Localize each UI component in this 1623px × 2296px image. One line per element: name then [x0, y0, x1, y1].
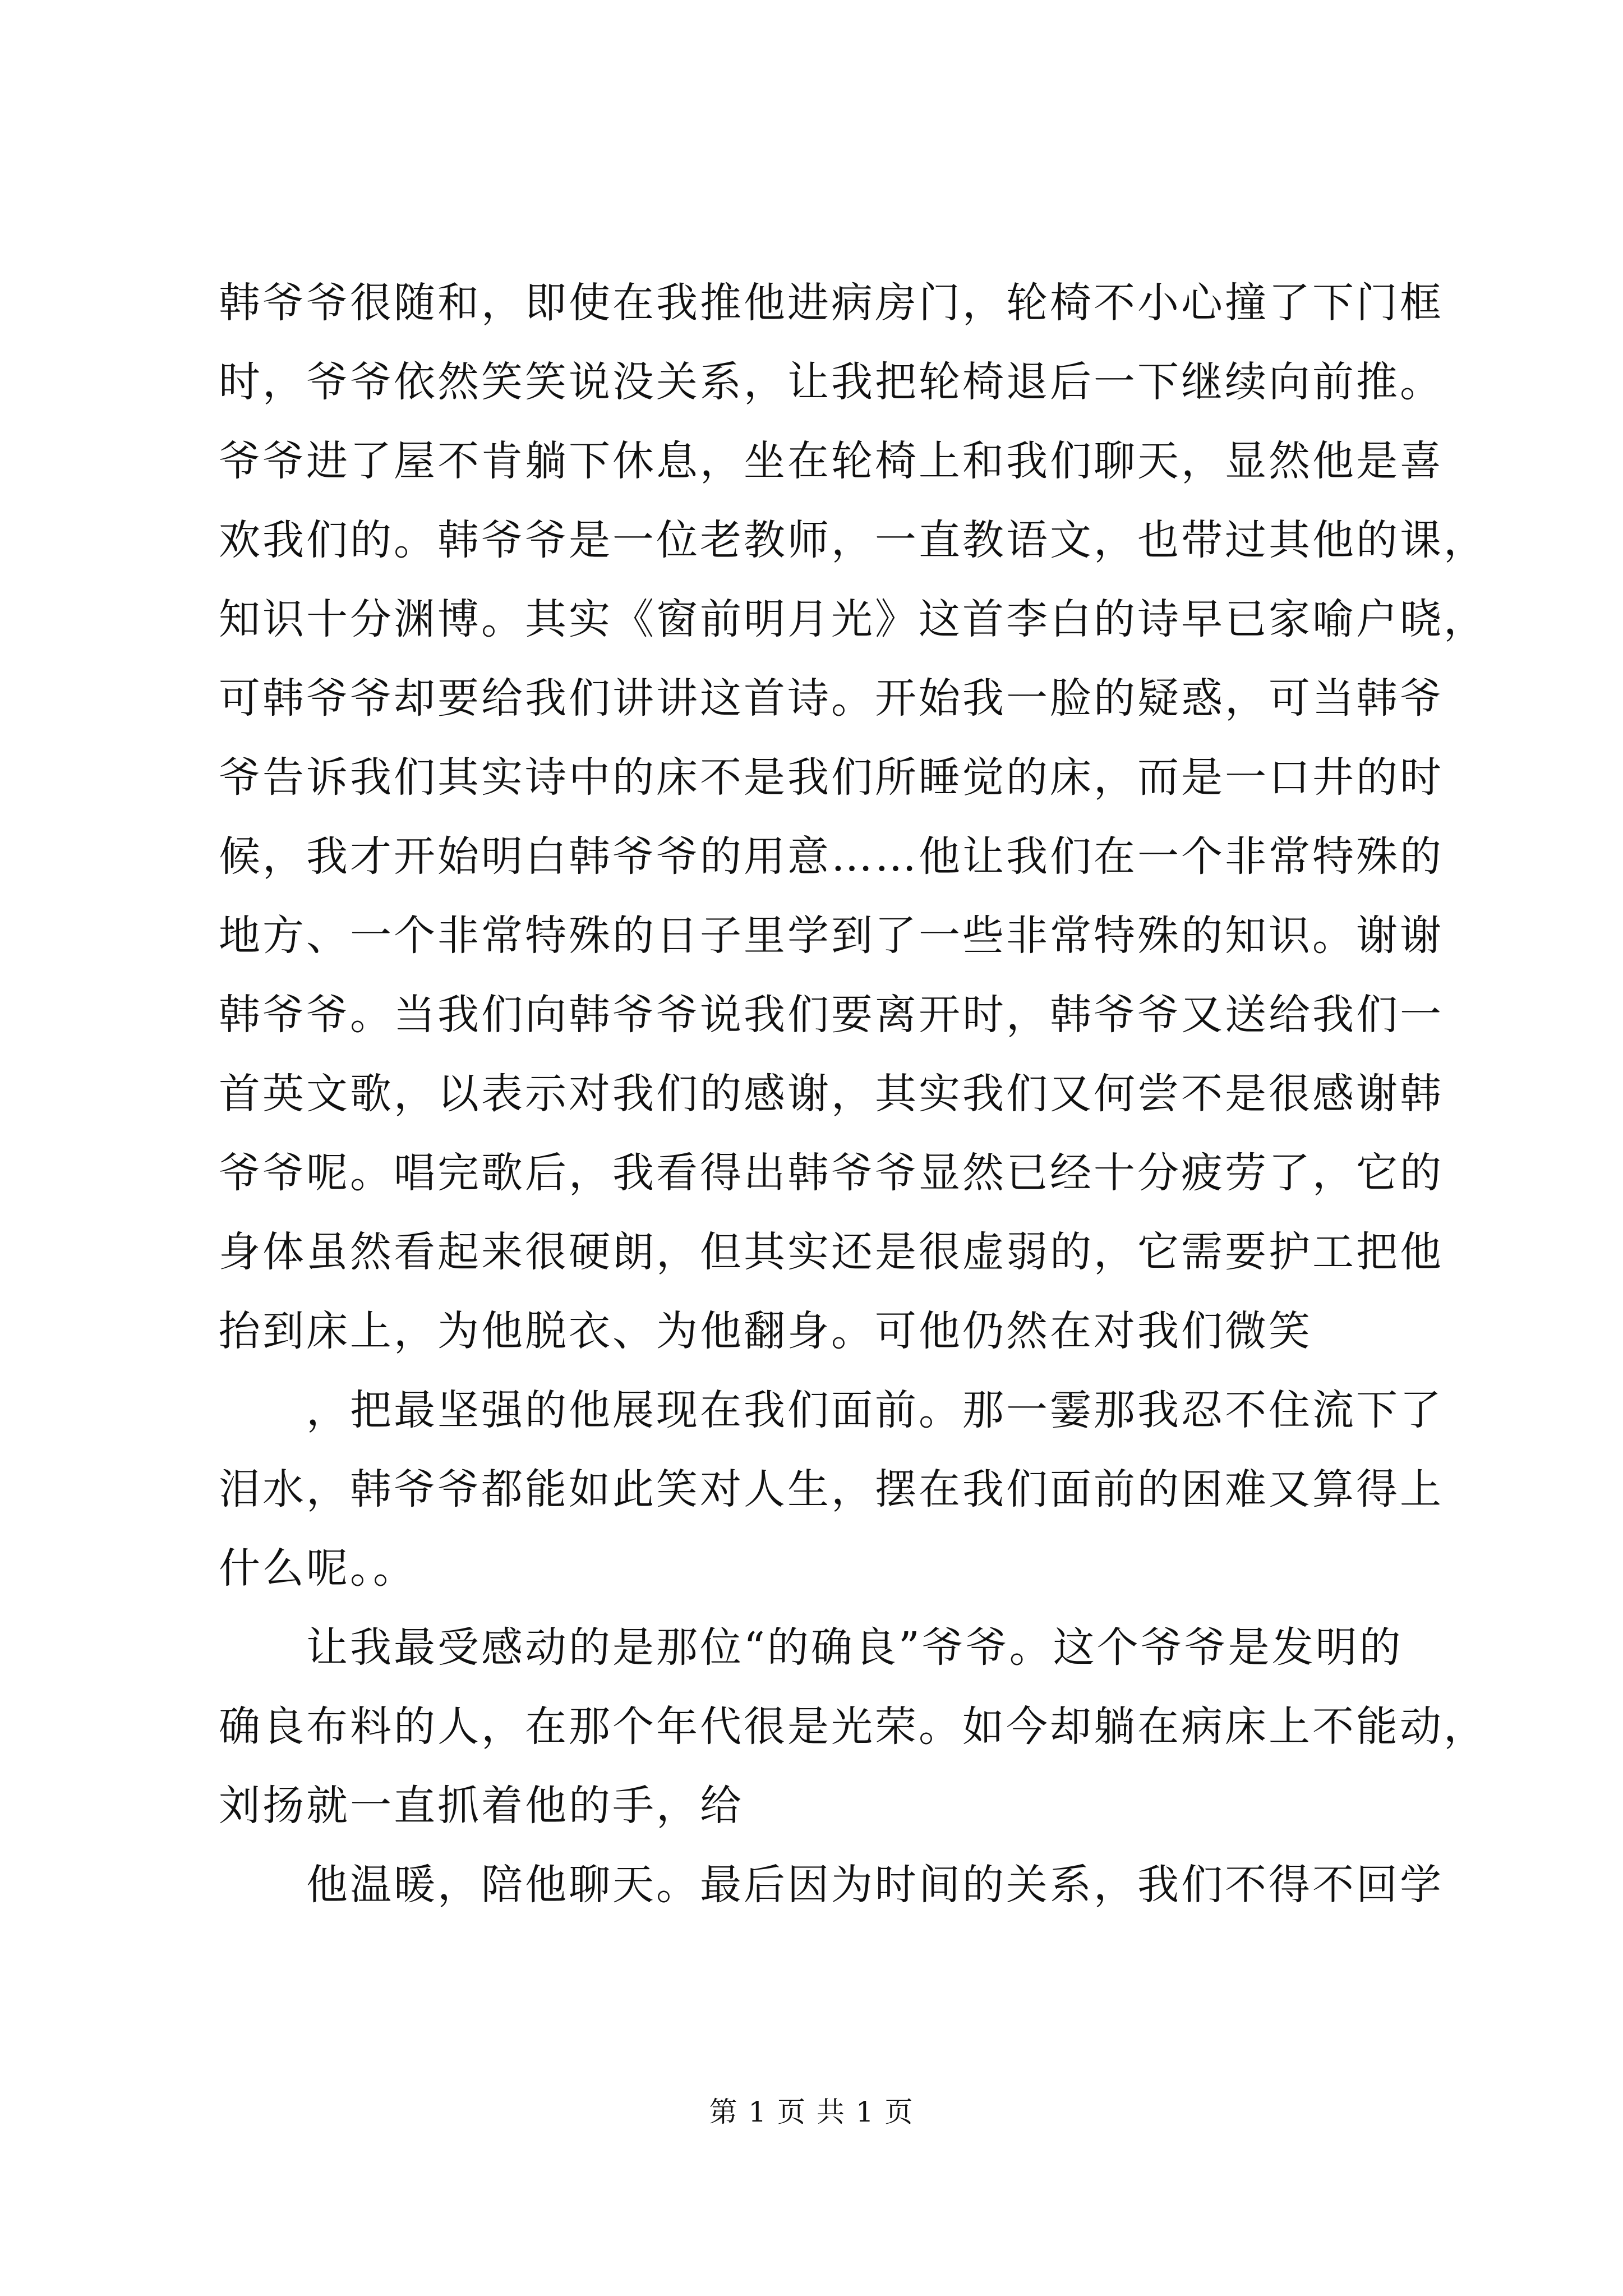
text-line: 刘扬就一直抓着他的手，给 — [219, 1782, 744, 1830]
text-line: 韩爷爷很随和，即使在我推他进病房门，轮椅不小心撞了下门框 — [219, 279, 1444, 327]
text-line: 地方、一个非常特殊的日子里学到了一些非常特殊的知识。谢谢 — [219, 912, 1444, 960]
text-line: 让我最受感动的是那位“的确良”爷爷。这个爷爷是发明的 — [219, 1623, 1403, 1672]
text-line: 候，我才开始明白韩爷爷的用意……他让我们在一个非常特殊的 — [219, 832, 1444, 881]
text-line: 泪水，韩爷爷都能如此笑对人生，摆在我们面前的困难又算得上 — [219, 1465, 1444, 1513]
text-line: 韩爷爷。当我们向韩爷爷说我们要离开时，韩爷爷又送给我们一 — [219, 991, 1444, 1039]
text-line: 可韩爷爷却要给我们讲讲这首诗。开始我一脸的疑惑，可当韩爷 — [219, 674, 1444, 723]
body-text — [219, 264, 1487, 1925]
text-line: 首英文歌，以表示对我们的感谢，其实我们又何尝不是很感谢韩 — [219, 1070, 1444, 1118]
text-line: 爷爷进了屋不肯躺下休息，坐在轮椅上和我们聊天，显然他是喜 — [219, 437, 1444, 485]
text-line: 知识十分渊博。其实《窗前明月光》这首李白的诗早已家喻户晓， — [219, 595, 1487, 643]
text-line: 时，爷爷依然笑笑说没关系，让我把轮椅退后一下继续向前推。 — [219, 358, 1444, 406]
page-number-footer: 第 1 页 共 1 页 — [709, 2096, 914, 2128]
text-line: 抬到床上，为他脱衣、为他翻身。可他仍然在对我们微笑 — [219, 1307, 1312, 1355]
text-line: 什么呢。。 — [219, 1544, 417, 1593]
text-line: 爷爷呢。唱完歌后，我看得出韩爷爷显然已经十分疲劳了，它的 — [219, 1149, 1444, 1197]
text-line: 爷告诉我们其实诗中的床不是我们所睡觉的床，而是一口井的时 — [219, 753, 1444, 802]
text-line: 欢我们的。韩爷爷是一位老教师，一直教语文，也带过其他的课， — [219, 516, 1487, 564]
text-line: 他温暖，陪他聊天。最后因为时间的关系，我们不得不回学 — [219, 1861, 1444, 1909]
text-line: 身体虽然看起来很硬朗，但其实还是很虚弱的，它需要护工把他 — [219, 1228, 1444, 1276]
text-line: 确良布料的人，在那个年代很是光荣。如今却躺在病床上不能动， — [219, 1703, 1487, 1751]
text-line: ，把最坚强的他展现在我们面前。那一霎那我忍不住流下了 — [219, 1386, 1444, 1434]
